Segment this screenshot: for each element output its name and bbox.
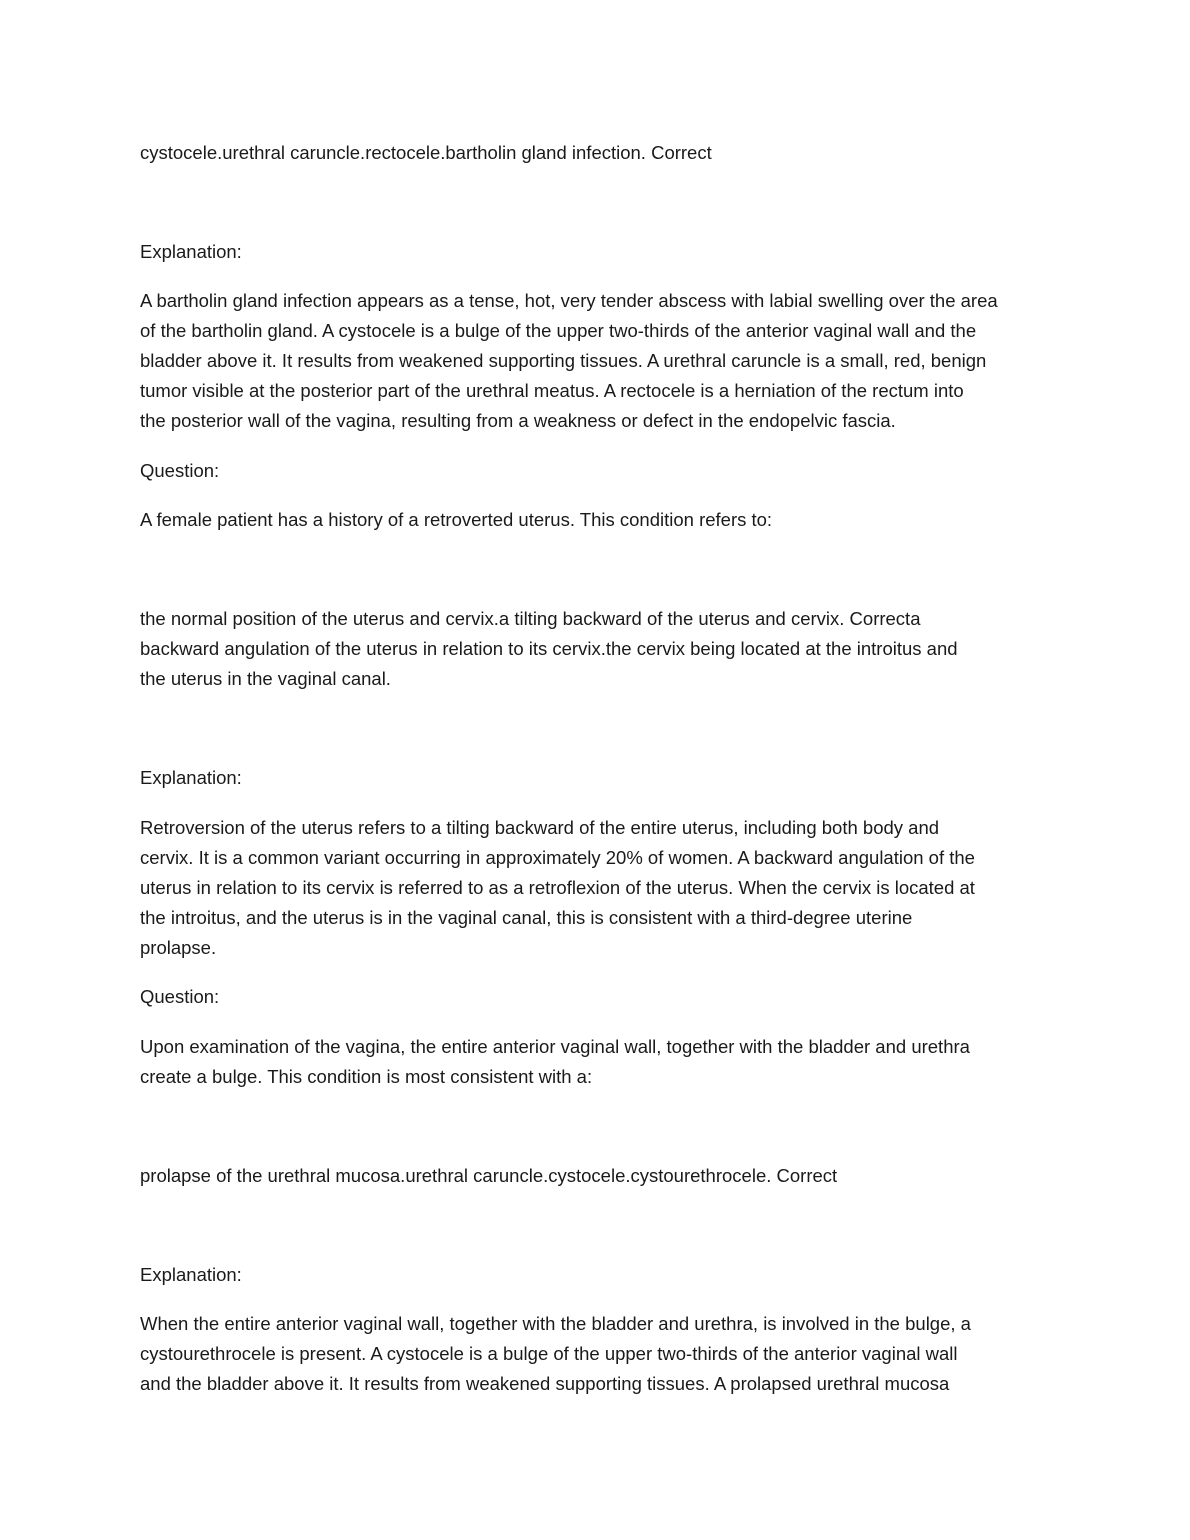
explanation-heading-2 [140, 763, 1060, 793]
question-heading-2 [140, 982, 1060, 1012]
explanation-heading-3 [140, 1260, 1060, 1290]
text-line: cystocele.urethral caruncle.rectocele.bartholin gland infection. Correct [140, 142, 712, 163]
text-line: the uterus in the vaginal canal. [140, 668, 391, 689]
explanation-paragraph-2 [140, 813, 1060, 963]
text-line: Question: [140, 986, 220, 1007]
text-line: uterus in relation to its cervix is referred to as a retroflexion of the uterus. When the cervix is located at [140, 877, 975, 898]
text-line: the introitus, and the uterus is in the vaginal canal, this is consistent with a third-degree uterine [140, 907, 913, 928]
text-line: Explanation: [140, 1264, 242, 1285]
text-line: bladder above it. It results from weakened supporting tissues. A urethral caruncle is a small, red, benign [140, 350, 987, 371]
text-line: cystourethrocele is present. A cystocele is a bulge of the upper two-thirds of the anterior vaginal wall [140, 1343, 958, 1364]
text-line: Question: [140, 460, 220, 481]
text-line: Retroversion of the uterus refers to a tilting backward of the entire uterus, including both body and [140, 817, 940, 838]
text-line: A female patient has a history of a retroverted uterus. This condition refers to: [140, 509, 773, 530]
explanation-paragraph-3 [140, 1309, 1060, 1399]
answer-options-1 [140, 138, 1060, 168]
text-line: prolapse. [140, 937, 217, 958]
text-line: the normal position of the uterus and cervix.a tilting backward of the uterus and cervix. Correcta [140, 608, 921, 629]
text-line: When the entire anterior vaginal wall, together with the bladder and urethra, is involved in the bulge, a [140, 1313, 971, 1334]
text-line: and the bladder above it. It results from weakened supporting tissues. A prolapsed urethral mucosa [140, 1373, 950, 1394]
text-line: Upon examination of the vagina, the entire anterior vaginal wall, together with the bladder and urethra [140, 1036, 970, 1057]
answer-options-3 [140, 1161, 1060, 1191]
text-line: Explanation: [140, 767, 242, 788]
question-text-2 [140, 1032, 1060, 1092]
explanation-heading-1 [140, 237, 1060, 267]
text-line: prolapse of the urethral mucosa.urethral caruncle.cystocele.cystourethrocele. Correct [140, 1165, 838, 1186]
question-heading-1 [140, 456, 1060, 486]
text-line: Explanation: [140, 241, 242, 262]
text-line: A bartholin gland infection appears as a tense, hot, very tender abscess with labial swelling over the area [140, 290, 998, 311]
text-line: backward angulation of the uterus in relation to its cervix.the cervix being located at the introitus and [140, 638, 958, 659]
question-text-1 [140, 505, 1060, 535]
text-line: the posterior wall of the vagina, resulting from a weakness or defect in the endopelvic fascia. [140, 410, 896, 431]
answer-options-2 [140, 604, 1060, 694]
text-line: of the bartholin gland. A cystocele is a bulge of the upper two-thirds of the anterior vaginal wall and the [140, 320, 977, 341]
text-line: create a bulge. This condition is most consistent with a: [140, 1066, 593, 1087]
text-line: cervix. It is a common variant occurring in approximately 20% of women. A backward angulation of the [140, 847, 975, 868]
explanation-paragraph-1 [140, 286, 1060, 436]
text-line: tumor visible at the posterior part of the urethral meatus. A rectocele is a herniation of the rectum into [140, 380, 964, 401]
